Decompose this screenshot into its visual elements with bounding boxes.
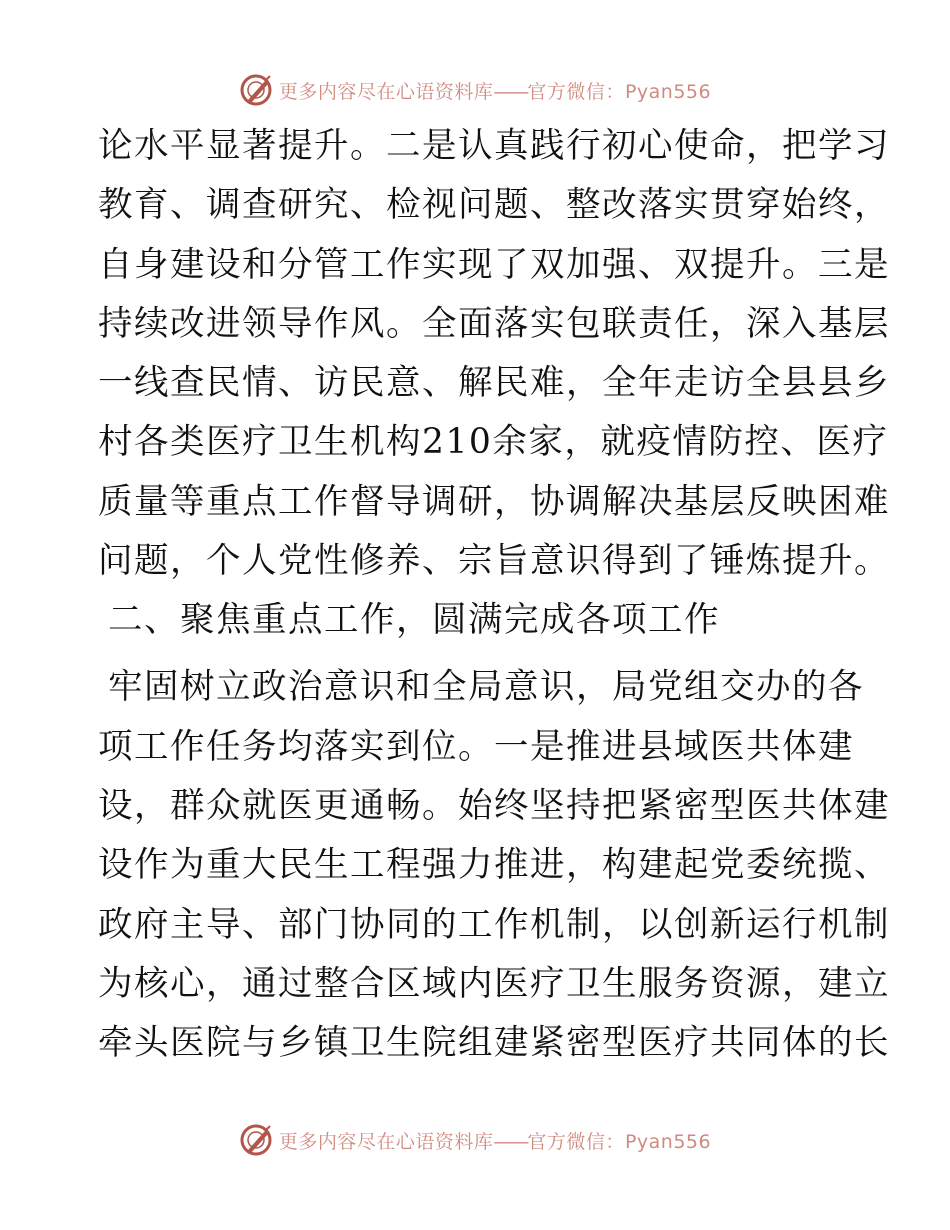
paragraph-1-line: 村各类医疗卫生机构210余家，就疫情防控、医疗 [98,422,889,463]
paragraph-1-line: 自身建设和分管工作实现了双加强、双提升。三是 [98,244,890,285]
footer-banner-suffix: 官方微信： [527,1130,625,1153]
header-banner-separator: —— [493,80,528,103]
paragraph-2-line: 设，群众就医更通畅。始终坚持把紧密型医共体建 [98,785,890,826]
paragraph-2-line: 设作为重大民生工程强力推进，构建起党委统揽、 [98,845,890,886]
paragraph-1-line: 持续改进领导作风。全面落实包联责任，深入基层 [98,303,890,344]
paragraph-2-line: 牢固树立政治意识和全局意识，局党组交办的各 [108,667,864,708]
paragraph-1-line: 教育、调查研究、检视问题、整改落实贯穿始终， [98,185,890,226]
paragraph-2-line: 项工作任务均落实到位。一是推进县域医共体建 [98,726,854,767]
paragraph-1-line: 论水平显著提升。二是认真践行初心使命，把学习 [98,126,890,166]
footer-banner-separator: —— [493,1130,528,1153]
paragraph-2-line: 牵头医院与乡镇卫生院组建紧密型医疗共同体的长 [98,1023,890,1064]
pen-seal-logo-icon [239,1123,273,1157]
header-banner-suffix: 官方微信： [527,80,625,103]
footer-banner-main: 更多内容尽在心语资料库 [278,1130,494,1153]
pen-seal-logo-icon [239,73,273,107]
paragraph-1 [98,124,890,584]
header-banner-content [239,73,711,107]
paragraph-2-line: 为核心，通过整合区域内医疗卫生服务资源，建立 [98,963,890,1004]
footer-banner-wechat-id: Pyan556 [624,1130,712,1153]
document-body [98,124,890,1080]
header-watermark-banner [0,70,950,110]
paragraph-2-line: 政府主导、部门协同的工作机制，以创新运行机制 [98,904,890,945]
footer-banner-content [239,1123,711,1157]
paragraph-1-line: 问题，个人党性修养、宗旨意识得到了锤炼提升。 [98,541,890,582]
header-banner-main: 更多内容尽在心语资料库 [278,80,494,103]
paragraph-1-line: 一线查民情、访民意、解民难，全年走访全县县乡 [98,363,890,404]
header-banner-text [279,77,711,104]
section-heading: 二、聚焦重点工作，圆满完成各项工作 [108,600,720,641]
footer-banner-text [279,1127,711,1154]
paragraph-1-line: 质量等重点工作督导调研，协调解决基层反映困难 [98,481,890,522]
header-banner-wechat-id: Pyan556 [624,80,712,103]
footer-watermark-banner [0,1120,950,1160]
paragraph-2 [98,665,890,1066]
